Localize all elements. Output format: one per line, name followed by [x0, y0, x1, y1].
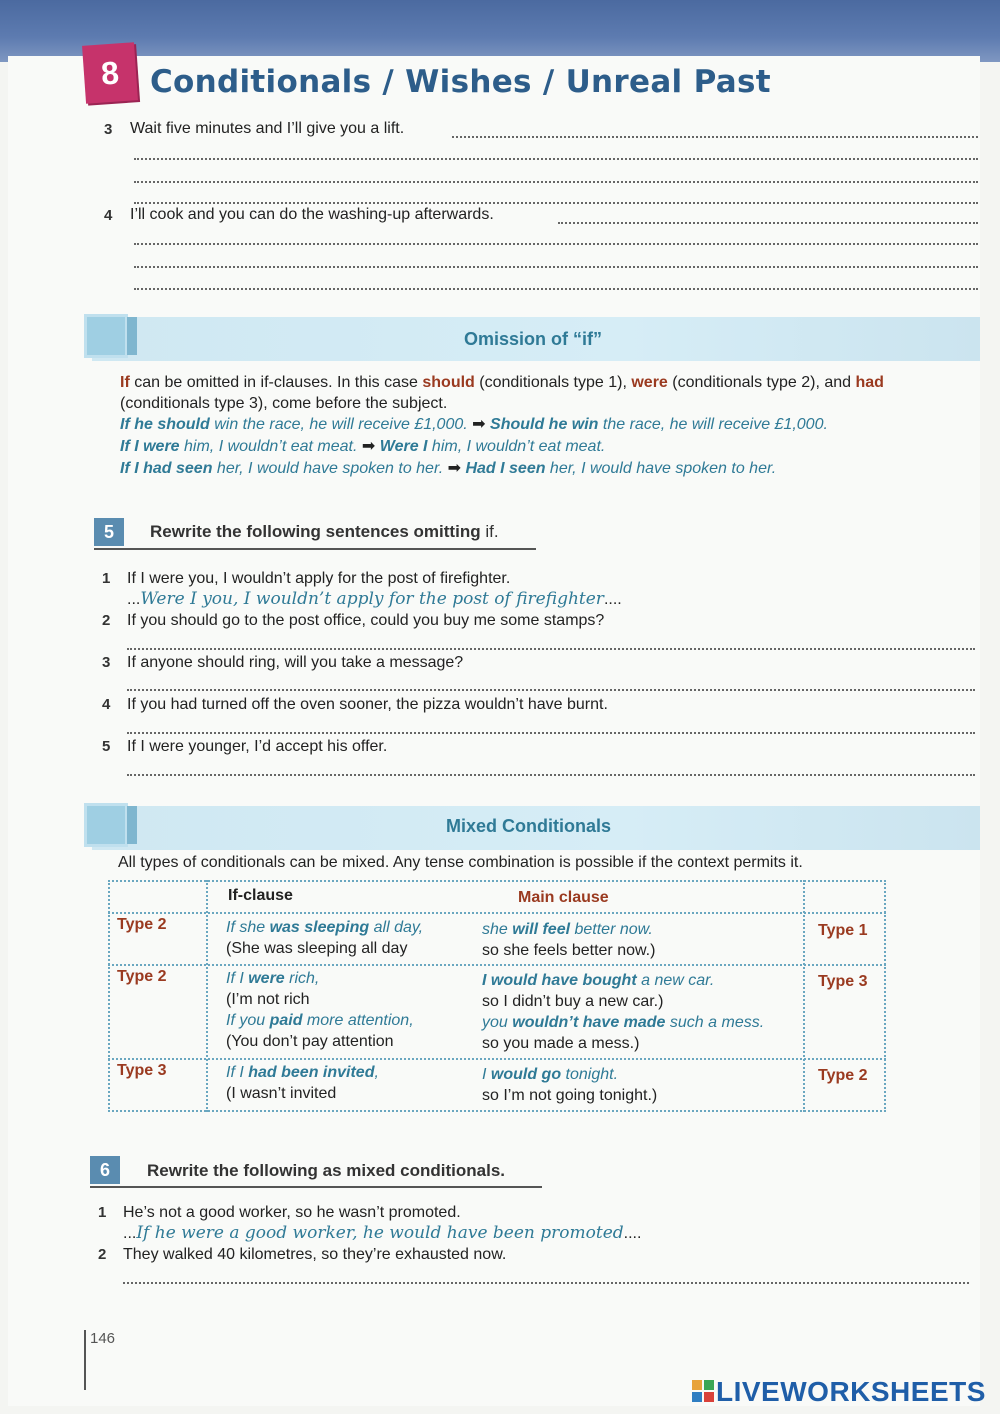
column-header-main: Main clause	[518, 889, 609, 906]
question-text: Wait five minutes and I’ll give you a lift.	[130, 120, 405, 137]
question-text: He’s not a good worker, so he wasn’t promoted.	[123, 1204, 461, 1221]
question-text: If you had turned off the oven sooner, the pizza wouldn’t have burnt.	[127, 696, 608, 713]
type-label: Type 1	[818, 922, 868, 939]
if-clause-cell: If I had been invited, (I wasn’t invited	[226, 1064, 379, 1102]
mixed-intro: All types of conditionals can be mixed. Any tense combination is possible if the context permits it.	[118, 854, 803, 871]
example-line: If I were him, I wouldn’t eat meat. ➡ Were I him, I wouldn’t eat meat.	[120, 438, 606, 455]
exercise-title-underline	[94, 548, 536, 550]
keyword: were	[631, 374, 668, 391]
exercise-number-badge: 5	[94, 518, 124, 546]
answer-line[interactable]	[127, 648, 975, 650]
keyword: had	[855, 374, 884, 391]
item-number: 5	[102, 738, 111, 755]
question-text: If I were you, I wouldn’t apply for the post of firefighter.	[127, 570, 511, 587]
type-label: Type 3	[818, 973, 868, 990]
exercise-title-underline	[90, 1186, 542, 1188]
answer-line[interactable]	[134, 266, 978, 268]
main-clause-cell: I would have bought a new car. so I didn’t buy a new car.) you wouldn’t have made such a mess. so you made a mess.)	[482, 972, 765, 1052]
chapter-title: Conditionals / Wishes / Unreal Past	[150, 64, 771, 100]
answer-line[interactable]	[558, 222, 978, 224]
keyword: should	[422, 374, 475, 391]
answer-line[interactable]	[127, 732, 975, 734]
omission-explanation	[120, 372, 970, 414]
item-number: 1	[102, 570, 111, 587]
question-text: If you should go to the post office, could you buy me some stamps?	[127, 612, 605, 629]
exercise-number-badge: 6	[90, 1156, 120, 1184]
explanation-text: can be omitted in if-clauses. In this case	[129, 374, 423, 391]
item-number: 4	[102, 696, 111, 713]
answer-line[interactable]	[134, 181, 978, 183]
answer-line[interactable]	[123, 1282, 969, 1284]
table-divider	[206, 880, 208, 1112]
if-clause-cell: If she was sleeping all day, (She was sleeping all day	[226, 919, 424, 957]
table-divider	[108, 912, 886, 914]
answer-line[interactable]	[134, 243, 978, 245]
explanation-text: (conditionals type 1),	[474, 374, 632, 391]
page-number: 146	[90, 1330, 116, 1347]
type-label: Type 2	[117, 968, 167, 985]
page-margin-bar	[84, 1330, 86, 1390]
answer-line[interactable]	[134, 158, 978, 160]
section-title: Mixed Conditionals	[446, 816, 612, 836]
section-title: Omission of “if”	[464, 329, 603, 349]
chapter-number-badge: 8	[82, 42, 138, 103]
item-number: 2	[102, 612, 111, 629]
answer-line[interactable]	[134, 202, 978, 204]
answer-line[interactable]	[452, 136, 978, 138]
question-text: I’ll cook and you can do the washing-up afterwards.	[130, 206, 494, 223]
banner-square-icon	[84, 314, 128, 358]
table-divider	[108, 1058, 886, 1060]
item-number: 3	[104, 121, 113, 138]
sample-answer: ...Were I you, I wouldn’t apply for the post of firefighter....	[127, 589, 622, 609]
main-clause-cell: I would go tonight. so I’m not going tonight.)	[482, 1066, 658, 1104]
main-clause-cell: she will feel better now. so she feels better now.)	[482, 921, 656, 959]
banner-square-icon	[84, 803, 128, 847]
item-number: 3	[102, 654, 111, 671]
question-text: If I were younger, I’d accept his offer.	[127, 738, 388, 755]
example-line: If I had seen her, I would have spoken to her. ➡ Had I seen her, I would have spoken to her.	[120, 460, 777, 477]
explanation-text: (conditionals type 3), come before the subject.	[120, 395, 448, 412]
item-number: 1	[98, 1204, 107, 1221]
question-text: They walked 40 kilometres, so they’re exhausted now.	[123, 1246, 507, 1263]
sample-answer: ...If he were a good worker, he would have been promoted....	[123, 1223, 642, 1243]
liveworksheets-brand[interactable]: LIVEWORKSHEETS	[716, 1376, 986, 1407]
answer-line[interactable]	[127, 774, 975, 776]
answer-line[interactable]	[127, 689, 975, 691]
item-number: 2	[98, 1246, 107, 1263]
top-decorative-band	[0, 0, 1000, 62]
keyword: If	[120, 374, 130, 391]
if-clause-cell: If I were rich, (I’m not rich If you paid more attention, (You don’t pay attention	[226, 970, 414, 1050]
table-divider	[108, 964, 886, 966]
answer-line[interactable]	[134, 288, 978, 290]
exercise-title: Rewrite the following as mixed conditionals.	[147, 1161, 505, 1180]
question-text: If anyone should ring, will you take a message?	[127, 654, 464, 671]
exercise-title: Rewrite the following sentences omitting if.	[150, 522, 499, 541]
type-label: Type 2	[818, 1067, 868, 1084]
explanation-text: (conditionals type 2), and	[667, 374, 856, 391]
example-line: If he should win the race, he will receive £1,000. ➡ Should he win the race, he will receive £1,000.	[120, 416, 828, 433]
liveworksheets-logo-icon	[692, 1380, 714, 1402]
item-number: 4	[104, 207, 113, 224]
type-label: Type 3	[117, 1062, 167, 1079]
column-header-if: If-clause	[228, 887, 293, 904]
table-divider	[803, 880, 805, 1112]
type-label: Type 2	[117, 916, 167, 933]
